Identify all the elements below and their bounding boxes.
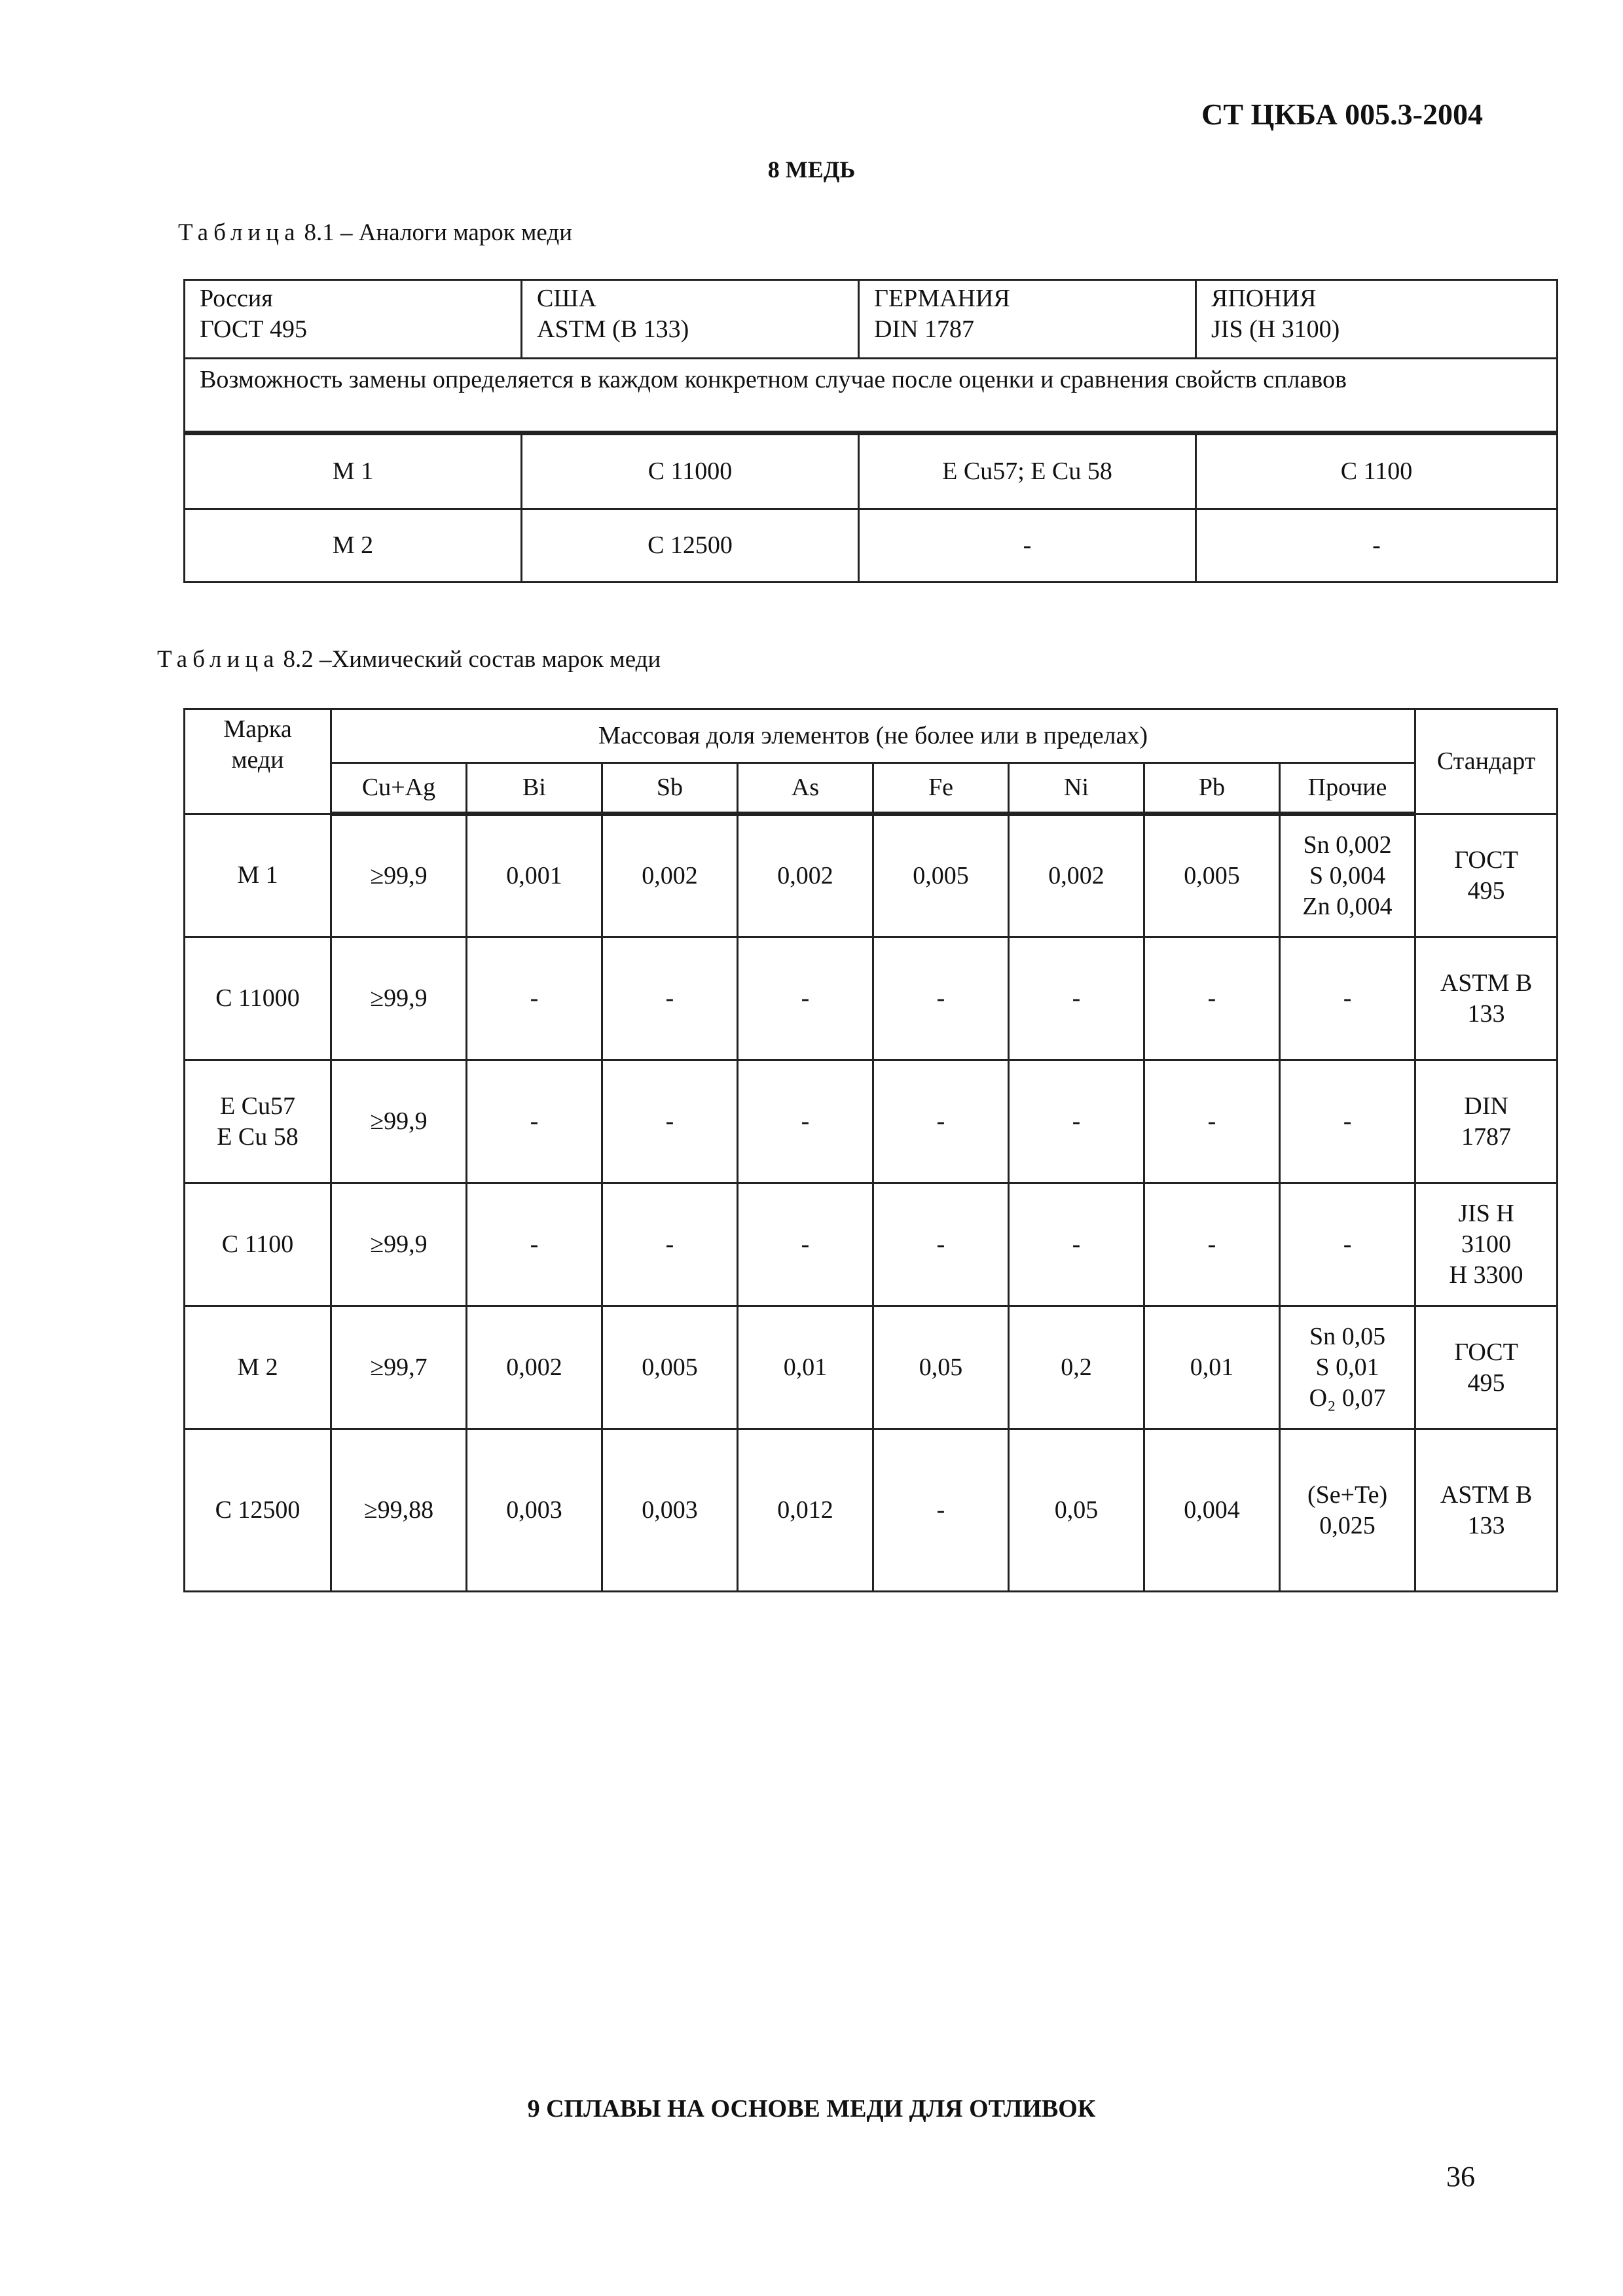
- grade-cell: С 1100: [185, 1183, 331, 1306]
- table1-caption: [178, 219, 572, 247]
- table2-caption-text: 8.2 –Химический состав марок меди: [283, 646, 661, 673]
- standard-cell: ГОСТ 495: [1415, 814, 1558, 937]
- value-cell: -: [467, 937, 602, 1060]
- table1-cell: C 1100: [1196, 433, 1558, 509]
- value-cell: 0,002: [467, 1306, 602, 1429]
- standard-cell: ГОСТ 495: [1415, 1306, 1558, 1429]
- value-cell: 0,05: [1009, 1429, 1144, 1592]
- grade-cell: М 2: [185, 1306, 331, 1429]
- element-header: Прочие: [1280, 763, 1415, 814]
- grade-cell: С 11000: [185, 937, 331, 1060]
- table1-cell: С 11000: [522, 433, 859, 509]
- value-cell: 0,2: [1009, 1306, 1144, 1429]
- other-elements-cell: Sn 0,05 S 0,01 O₂ 0,07: [1280, 1306, 1415, 1429]
- value-cell: -: [1009, 1060, 1144, 1183]
- value-cell: 0,005: [873, 814, 1009, 937]
- table1-cell: М 2: [185, 509, 522, 583]
- value-cell: 0,005: [1144, 814, 1280, 937]
- element-header-row: [185, 763, 1558, 814]
- table-row: [185, 1060, 1558, 1183]
- grade-cell: С 12500: [185, 1429, 331, 1592]
- header-russia: Россия ГОСТ 495: [185, 280, 522, 359]
- value-cell: 0,004: [1144, 1429, 1280, 1592]
- table1-cell: С 12500: [522, 509, 859, 583]
- header-japan: ЯПОНИЯ JIS (H 3100): [1196, 280, 1558, 359]
- value-cell: 0,001: [467, 814, 602, 937]
- standard-header: Стандарт: [1415, 709, 1558, 814]
- other-elements-cell: -: [1280, 1060, 1415, 1183]
- table1-note-row: [185, 359, 1558, 433]
- table-row: [185, 1183, 1558, 1306]
- value-cell: 0,003: [602, 1429, 738, 1592]
- document-code: СТ ЦКБА 005.3-2004: [1201, 98, 1483, 131]
- other-elements-cell: -: [1280, 937, 1415, 1060]
- value-cell: -: [1144, 1183, 1280, 1306]
- grade-header: Марка меди: [185, 709, 331, 814]
- value-cell: -: [467, 1060, 602, 1183]
- table-row: [185, 814, 1558, 937]
- standard-cell: DIN 1787: [1415, 1060, 1558, 1183]
- value-cell: 0,01: [738, 1306, 873, 1429]
- value-cell: -: [873, 937, 1009, 1060]
- table-row: [185, 937, 1558, 1060]
- value-cell: ≥99,9: [331, 1183, 467, 1306]
- table-row: [185, 1429, 1558, 1592]
- other-elements-cell: -: [1280, 1183, 1415, 1306]
- element-header: Sb: [602, 763, 738, 814]
- table1-caption-label: Таблица: [178, 219, 301, 246]
- value-cell: 0,002: [1009, 814, 1144, 937]
- table-copy-grade-analogs: [183, 279, 1558, 583]
- header-usa: США ASTM (B 133): [522, 280, 859, 359]
- element-header: Pb: [1144, 763, 1280, 814]
- table1-note: Возможность замены определяется в каждом конкретном случае после оценки и сравнения свойств сплавов: [185, 359, 1558, 433]
- value-cell: ≥99,9: [331, 1060, 467, 1183]
- value-cell: ≥99,9: [331, 814, 467, 937]
- value-cell: 0,002: [738, 814, 873, 937]
- table-row: [185, 509, 1558, 583]
- value-cell: -: [602, 937, 738, 1060]
- standard-cell: JIS H 3100 H 3300: [1415, 1183, 1558, 1306]
- value-cell: ≥99,7: [331, 1306, 467, 1429]
- table1-cell: -: [859, 509, 1196, 583]
- value-cell: -: [873, 1429, 1009, 1592]
- page-number: 36: [1446, 2161, 1475, 2193]
- table1-header-row: [185, 280, 1558, 359]
- table2-body: [185, 814, 1558, 1592]
- value-cell: 0,012: [738, 1429, 873, 1592]
- table-row: [185, 1306, 1558, 1429]
- element-header: Cu+Ag: [331, 763, 467, 814]
- other-elements-cell: (Se+Te) 0,025: [1280, 1429, 1415, 1592]
- value-cell: -: [738, 937, 873, 1060]
- element-header: Ni: [1009, 763, 1144, 814]
- value-cell: -: [602, 1183, 738, 1306]
- element-header: Fe: [873, 763, 1009, 814]
- section-title: 8 МЕДЬ: [767, 156, 856, 183]
- next-section-title: 9 СПЛАВЫ НА ОСНОВЕ МЕДИ ДЛЯ ОТЛИВОК: [527, 2095, 1096, 2123]
- table-row: [185, 433, 1558, 509]
- value-cell: ≥99,88: [331, 1429, 467, 1592]
- value-cell: -: [602, 1060, 738, 1183]
- value-cell: 0,01: [1144, 1306, 1280, 1429]
- grade-cell: М 1: [185, 814, 331, 937]
- value-cell: -: [738, 1060, 873, 1183]
- element-header: As: [738, 763, 873, 814]
- other-elements-cell: Sn 0,002 S 0,004 Zn 0,004: [1280, 814, 1415, 937]
- mass-fraction-header: Массовая доля элементов (не более или в пределах): [331, 709, 1415, 763]
- value-cell: 0,05: [873, 1306, 1009, 1429]
- table2-caption: [157, 645, 661, 673]
- value-cell: -: [1144, 937, 1280, 1060]
- table-copy-chemical-composition: [183, 708, 1558, 1592]
- header-germany: ГЕРМАНИЯ DIN 1787: [859, 280, 1196, 359]
- table1-cell: М 1: [185, 433, 522, 509]
- table1-cell: E Cu57; E Cu 58: [859, 433, 1196, 509]
- grade-cell: E Cu57 E Cu 58: [185, 1060, 331, 1183]
- value-cell: 0,003: [467, 1429, 602, 1592]
- value-cell: 0,005: [602, 1306, 738, 1429]
- value-cell: 0,002: [602, 814, 738, 937]
- table2-caption-label: Таблица: [157, 646, 280, 673]
- value-cell: -: [467, 1183, 602, 1306]
- value-cell: -: [873, 1060, 1009, 1183]
- standard-cell: ASTM B 133: [1415, 1429, 1558, 1592]
- value-cell: ≥99,9: [331, 937, 467, 1060]
- value-cell: -: [1009, 1183, 1144, 1306]
- table1-caption-text: 8.1 – Аналоги марок меди: [304, 219, 572, 246]
- value-cell: -: [738, 1183, 873, 1306]
- standard-cell: ASTM B 133: [1415, 937, 1558, 1060]
- value-cell: -: [873, 1183, 1009, 1306]
- value-cell: -: [1009, 937, 1144, 1060]
- table2-header-row: [185, 709, 1558, 763]
- element-header: Bi: [467, 763, 602, 814]
- table1-cell: -: [1196, 509, 1558, 583]
- value-cell: -: [1144, 1060, 1280, 1183]
